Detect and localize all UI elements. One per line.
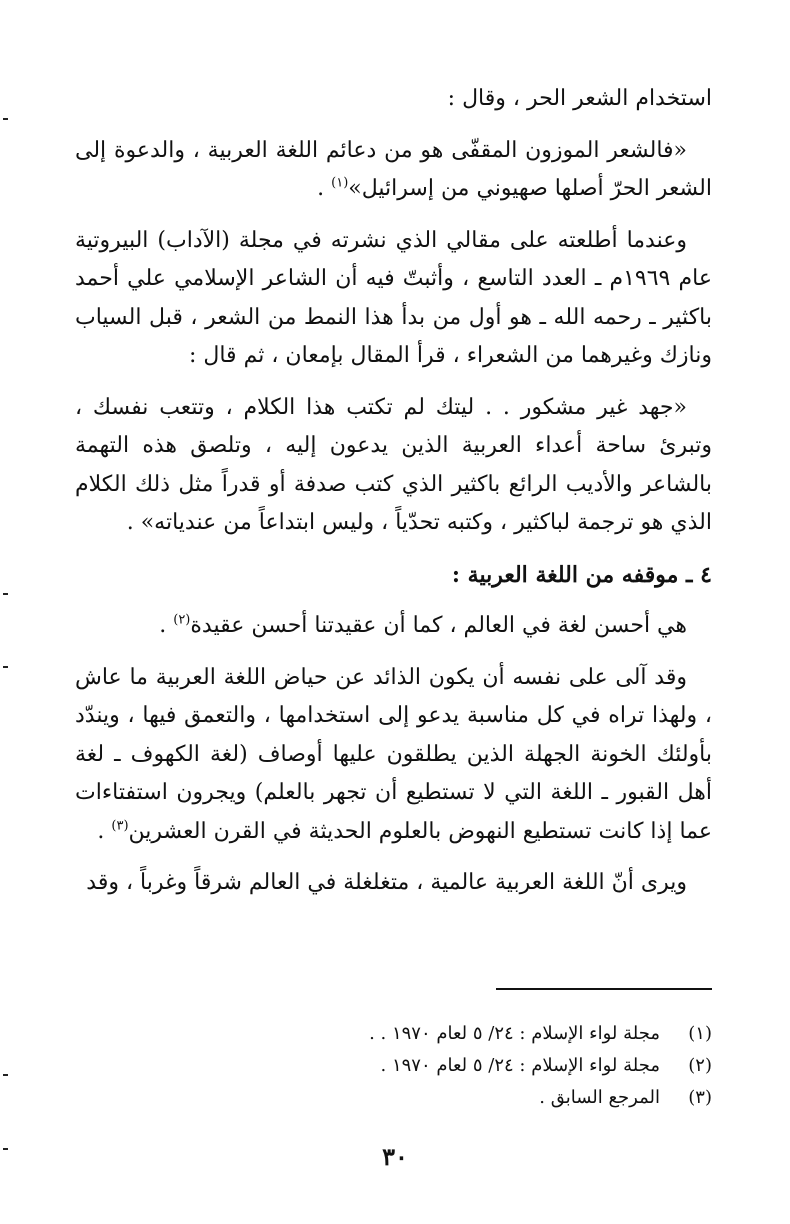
scan-mark [3,1148,8,1150]
scan-mark [3,593,8,595]
footnote-ref: (١) [331,175,349,191]
paragraph [75,607,712,646]
paragraph [75,222,712,376]
footnote-text: مجلة لواء الإسلام : ٢٤/ ٥ لعام ١٩٧٠ . . [369,1023,660,1044]
paragraph-text: ويرى أنّ اللغة العربية عالمية ، متغلغلة في العالم شرقاً وغرباً ، وقد [86,870,687,895]
footnotes [280,1018,712,1114]
paragraph-tail: . [317,176,332,201]
footnote-text: المرجع السابق . [539,1087,660,1108]
footnote-divider [496,988,712,990]
footnote-number: (١) [688,1023,712,1044]
footnote-number: (٢) [688,1055,712,1076]
footnote [280,1018,712,1050]
body-text [75,80,712,903]
section-heading [75,556,712,595]
footnote [280,1050,712,1082]
paragraph-text: وعندما أطلعته على مقالي الذي نشرته في مجلة (الآداب) البيروتية عام ١٩٦٩م ـ العدد التاسع ، وأثبتّ فيه أن الشاعر الإسلامي علي أحمد باكثير ـ رحمه الله ـ هو أول من بدأ هذا النمط من الشعر ، قبل السياب ونازك وغيرهما من الشعراء ، قرأ المقال بإمعان ، ثم قال : [75,227,712,368]
paragraph-tail: . [159,613,174,638]
heading-text: ٤ ـ موقفه من اللغة العربية : [451,561,712,588]
scan-mark [3,118,8,120]
paragraph-tail: . [97,818,112,844]
scan-mark [3,1074,8,1076]
paragraph [75,659,712,852]
page-number: ٣٠ [382,1142,408,1171]
paragraph-text: وقد آلى على نفسه أن يكون الذائد عن حياض اللغة العربية ما عاش ، ولهذا تراه في كل مناسبة يدعو إلى استخدامها ، والتعمق فيها ، ويندّد بأولئك الخونة الجهلة الذين يطلقون عليها أوصاف (لغة الكهوف ـ لغة أهل القبور ـ اللغة التي لا تستطيع أن تجهر بالعلم) ويجرون استفتاءات عما إذا كانت تستطيع النهوض بالعلوم الحديثة في القرن العشرين [75,664,712,844]
paragraph-text: استخدام الشعر الحر ، وقال : [447,86,712,111]
paragraph-text: هي أحسن لغة في العالم ، كما أن عقيدتنا أحسن عقيدة [190,613,687,638]
footnote-ref: (٣) [111,818,129,834]
paragraph [75,80,712,119]
footnote-text: مجلة لواء الإسلام : ٢٤/ ٥ لعام ١٩٧٠ . [380,1055,660,1076]
paragraph-text: «جهد غير مشكور . . ليتك لم تكتب هذا الكلام ، وتتعب نفسك ، وتبرئ ساحة أعداء العربية الذين يدعون إليه ، وتلصق هذه التهمة بالشاعر والأديب الرائع باكثير الذي كتب صدفة أو قدراً مثل ذلك الكلام الذي هو ترجمة لباكثير ، وكتبه تحدّياً ، وليس ابتداعاً من عندياته» . [75,394,712,535]
quote-paragraph [75,389,712,543]
footnote-ref: (٢) [173,612,191,628]
scan-mark [3,666,8,668]
paragraph [75,864,712,903]
paragraph-text: «فالشعر الموزون المقفّى هو من دعائم اللغة العربية ، والدعوة إلى الشعر الحرّ أصلها صهيوني من إسرائيل» [75,137,712,201]
quote-paragraph [75,132,712,209]
footnote-number: (٣) [688,1087,712,1108]
footnote [280,1082,712,1114]
